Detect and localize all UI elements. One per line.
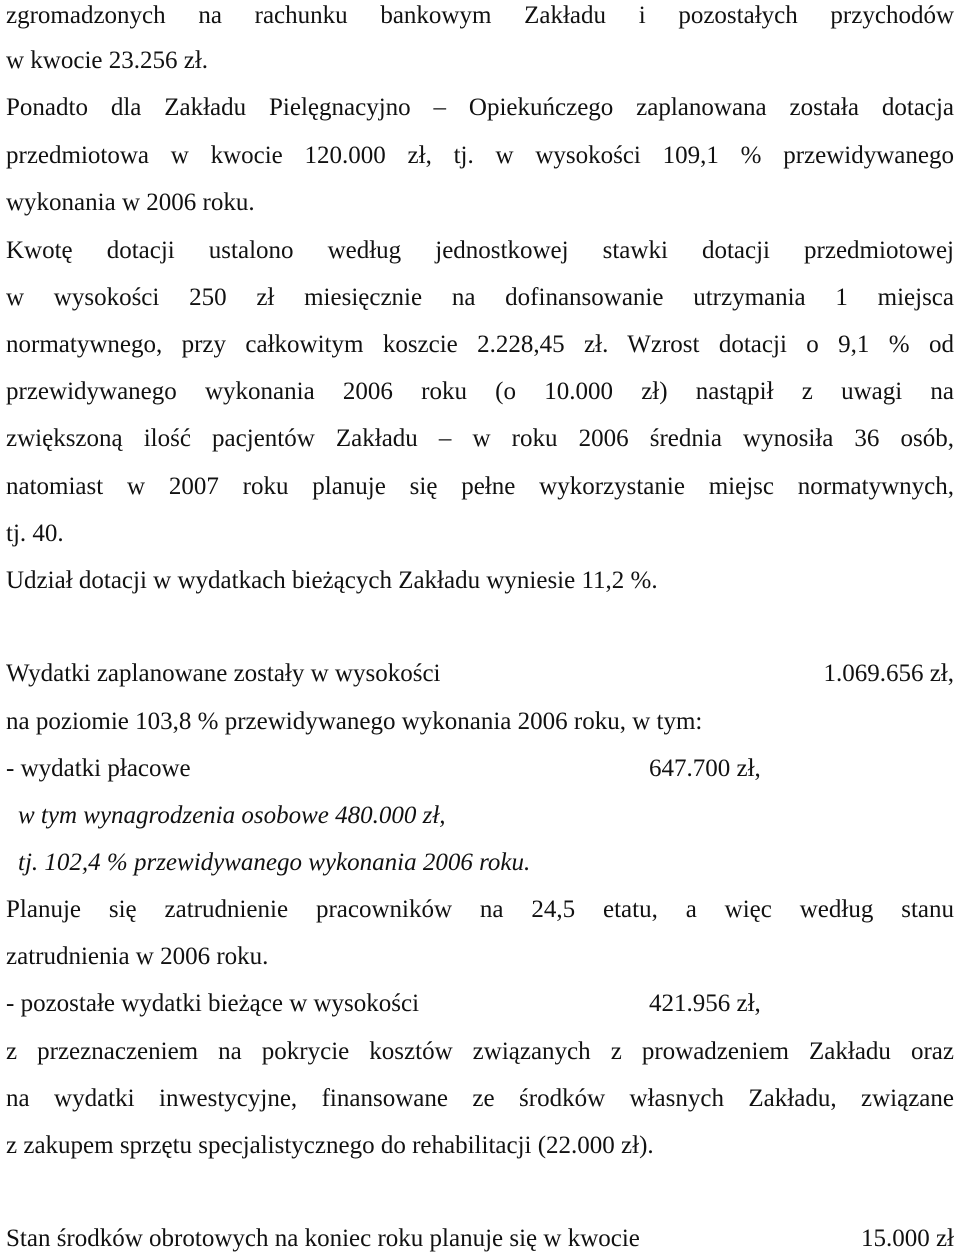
text-line: zatrudnienia w 2006 roku. [6,943,269,970]
text-line: Planuje się zatrudnienie pracowników na 24,5 etatu, a więc według stanu [6,896,954,923]
other-expenses-amount: 421.956 zł, [649,990,761,1017]
salary-expenses-amount: 647.700 zł, [649,755,761,782]
text-line: w kwocie 23.256 zł. [6,47,209,74]
text-line: przedmiotowa w kwocie 120.000 zł, tj. w wysokości 109,1 % przewidywanego [6,142,954,169]
expenses-total-note: na poziomie 103,8 % przewidywanego wykonania 2006 roku, w tym: [6,708,703,735]
text-line: zgromadzonych na rachunku bankowym Zakładu i pozostałych przychodów [6,2,954,29]
text-line: Udział dotacji w wydatkach bieżących Zakładu wyniesie 11,2 %. [6,567,658,594]
text-line: wykonania w 2006 roku. [6,189,255,216]
text-line: tj. 40. [6,520,64,547]
text-line: w wysokości 250 zł miesięcznie na dofinansowanie utrzymania 1 miejsca [6,284,954,311]
working-capital-label: Stan środków obrotowych na koniec roku planuje się w kwocie [6,1225,640,1252]
other-expenses-label: - pozostałe wydatki bieżące w wysokości [6,990,420,1017]
expenses-total-amount: 1.069.656 zł, [823,660,954,687]
text-line: zwiększoną ilość pacjentów Zakładu – w roku 2006 średnia wynosiła 36 osób, [6,425,954,452]
text-line: Ponadto dla Zakładu Pielęgnacyjno – Opiekuńczego zaplanowana została dotacja [6,94,954,121]
expenses-total-label: Wydatki zaplanowane zostały w wysokości [6,660,441,687]
text-line: natomiast w 2007 roku planuje się pełne wykorzystanie miejsc normatywnych, [6,473,954,500]
working-capital-amount: 15.000 zł [860,1225,954,1252]
text-line: normatywnego, przy całkowitym koszcie 2.228,45 zł. Wzrost dotacji o 9,1 % od [6,331,954,358]
text-line: Kwotę dotacji ustalono według jednostkowej stawki dotacji przedmiotowej [6,237,954,264]
text-line: z przeznaczeniem na pokrycie kosztów związanych z prowadzeniem Zakładu oraz [6,1038,954,1065]
salary-detail: tj. 102,4 % przewidywanego wykonania 2006 roku. [18,849,531,876]
salary-expenses-label: - wydatki płacowe [6,755,191,782]
text-line: przewidywanego wykonania 2006 roku (o 10.000 zł) nastąpił z uwagi na [6,378,954,405]
text-line: z zakupem sprzętu specjalistycznego do rehabilitacji (22.000 zł). [6,1132,654,1159]
text-line: na wydatki inwestycyjne, finansowane ze środków własnych Zakładu, związane [6,1085,954,1112]
salary-detail: w tym wynagrodzenia osobowe 480.000 zł, [18,802,446,829]
